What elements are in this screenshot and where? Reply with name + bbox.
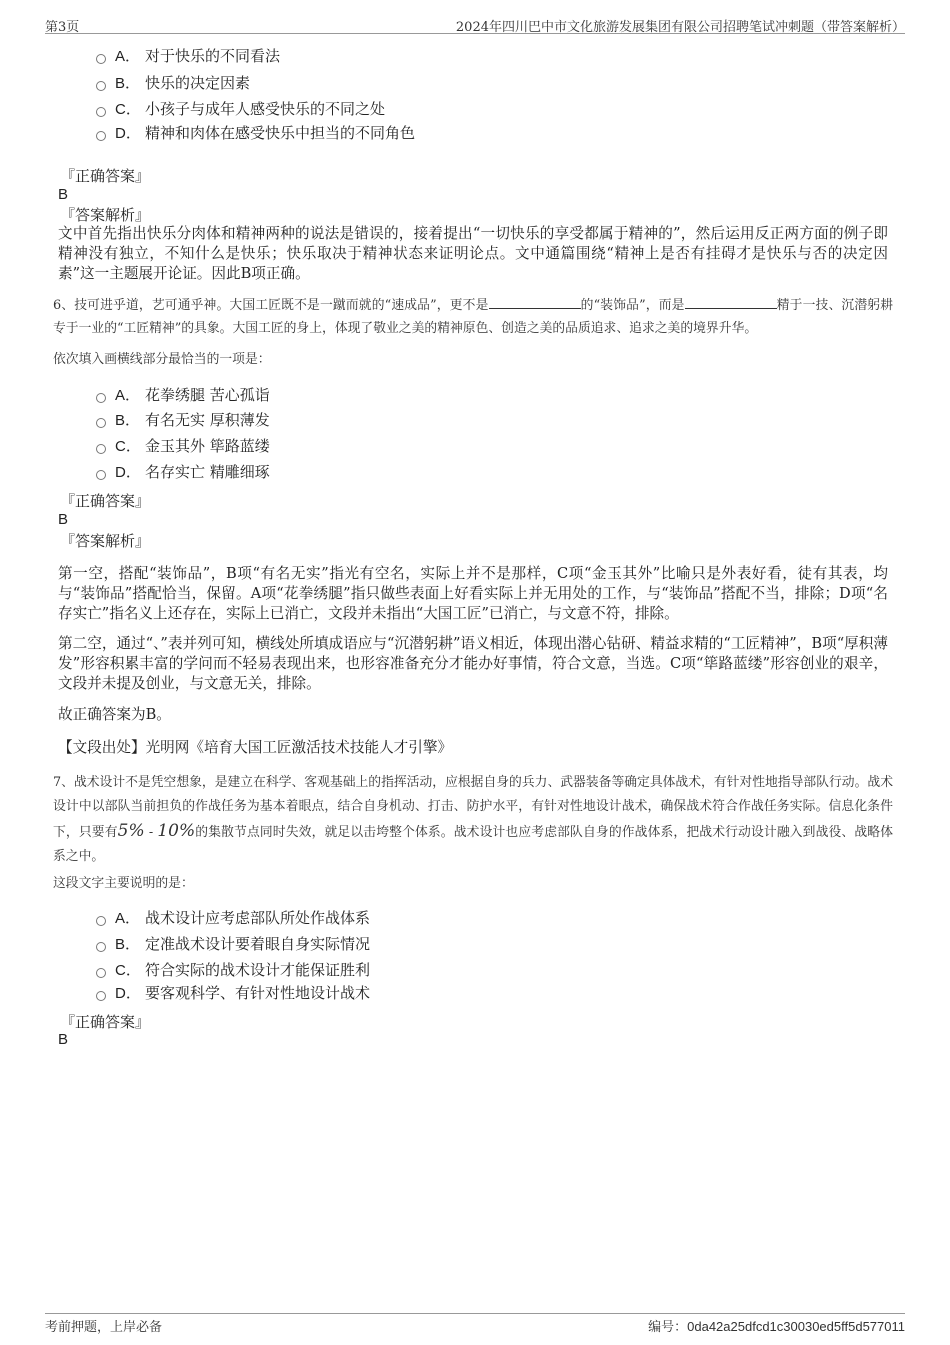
fill-blank-2	[685, 297, 777, 309]
q6-conclusion: 故正确答案为B。	[58, 706, 171, 723]
q5-option-b[interactable]: B． 快乐的决定因素	[96, 72, 250, 94]
q6-option-a[interactable]: A． 花拳绣腿 苦心孤诣	[96, 384, 270, 406]
q5-option-c[interactable]: C． 小孩子与成年人感受快乐的不同之处	[96, 98, 385, 120]
q7-option-b[interactable]: B． 定准战术设计要着眼自身实际情况	[96, 933, 370, 955]
q6-option-c[interactable]: C． 金玉其外 筚路蓝缕	[96, 435, 270, 457]
page-number: 第3页	[45, 20, 80, 35]
q6-stem: 6、技可进乎道，艺可通乎神。大国工匠既不是一蹴而就的“速成品”，更不是 的“装饰品”，而是 精于一技、沉潜躬耕专于一业的“工匠精神”的具象。大国工匠的身上，体现了敬业之美的精神原色、创造之美的品质追求、追求之美的境界升华。	[53, 298, 894, 336]
radio-icon[interactable]	[96, 470, 106, 480]
q7-prompt: 这段文字主要说明的是：	[53, 876, 194, 891]
radio-icon[interactable]	[96, 942, 106, 952]
radio-icon[interactable]	[96, 393, 106, 403]
q6-answer: B	[58, 511, 69, 528]
radio-icon[interactable]	[96, 81, 106, 91]
q5-option-d[interactable]: D． 精神和肉体在感受快乐中担当的不同角色	[96, 122, 415, 144]
radio-icon[interactable]	[96, 107, 106, 117]
q6-analysis-2: 第二空，通过“、”表并列可知，横线处所填成语应与“沉潜躬耕”语义相近，体现出潜心钻研、精益求精的“工匠精神”，B项“厚积薄发”形容积累丰富的学问而不轻易表现出来，也形容准备充分才能办好事情，符合文意，当选。C项“筚路蓝缕”形容创业的艰辛，文段并未提及创业，与文意无关，排除。	[58, 635, 888, 692]
page-header	[45, 14, 905, 34]
math-value-high: 10%	[157, 821, 196, 841]
document-title: 2024年四川巴中市文化旅游发展集团有限公司招聘笔试冲刺题（带答案解析）	[455, 20, 905, 35]
radio-icon[interactable]	[96, 444, 106, 454]
q6-analysis-1: 第一空，搭配“装饰品”，B项“有名无实”指光有空名，实际上并不是那样，C项“金玉其外”比喻只是外表好看，徒有其表，均与“装饰品”搭配恰当，保留。A项“花拳绣腿”指只做些表面上好看实际上并无用处的工作，与“装饰品”搭配不当，排除；D项“名存实亡”指名义上还存在，实际上已消亡，文段并未指出“大国工匠”已消亡，与文意不符，排除。	[58, 565, 888, 622]
page-footer	[45, 1313, 905, 1335]
fill-blank-1	[489, 297, 581, 309]
q5-answer: B	[58, 186, 69, 203]
q7-option-d[interactable]: D． 要客观科学、有针对性地设计战术	[96, 982, 370, 1004]
q6-prompt: 依次填入画横线部分最恰当的一项是：	[53, 352, 271, 367]
radio-icon[interactable]	[96, 418, 106, 428]
q6-source: 【文段出处】光明网《培育大国工匠激活技术技能人才引擎》	[58, 739, 453, 756]
q5-option-a[interactable]: A． 对于快乐的不同看法	[96, 45, 280, 67]
radio-icon[interactable]	[96, 968, 106, 978]
q5-analysis: 文中首先指出快乐分肉体和精神两种的说法是错误的，接着提出“一切快乐的享受都属于精神的”，然后运用反正两方面的例子即精神没有独立，不知什么是快乐；快乐取决于精神状态来证明论点。文中通篇围绕“精神上是否有挂碍才是快乐与否的决定因素”这一主题展开论证。因此B项正确。	[58, 225, 888, 282]
radio-icon[interactable]	[96, 131, 106, 141]
math-value-low: 5%	[117, 821, 145, 841]
document-id: 编号：0da42a25dfcd1c30030ed5ff5d577011	[648, 1319, 905, 1334]
q7-stem: 7、战术设计不是凭空想象，是建立在科学、客观基础上的指挥活动，应根据自身的兵力、武器装备等确定具体战术，有针对性地指导部队行动。战术设计中以部队当前担负的作战任务为基本着眼点，结合自身机动、打击、防护水平，有针对性地设计战术，确保战术符合作战任务实际。信息化条件下，只要有5% - 10%的集散节点同时失效，就足以击垮整个体系。战术设计也应考虑部队自身的作战体系，把战术行动设计融入到战役、战略体系之中。	[53, 775, 894, 864]
q7-option-a[interactable]: A． 战术设计应考虑部队所处作战体系	[96, 907, 370, 929]
q5-analysis-label: 『答案解析』	[60, 206, 151, 224]
radio-icon[interactable]	[96, 991, 106, 1001]
q6-analysis-label: 『答案解析』	[60, 532, 151, 550]
q6-option-d[interactable]: D． 名存实亡 精雕细琢	[96, 461, 270, 483]
radio-icon[interactable]	[96, 916, 106, 926]
footer-slogan: 考前押题，上岸必备	[45, 1320, 163, 1335]
q7-answer: B	[58, 1031, 69, 1048]
q5-answer-label: 『正确答案』	[60, 167, 151, 185]
q6-option-b[interactable]: B． 有名无实 厚积薄发	[96, 409, 270, 431]
q7-option-c[interactable]: C． 符合实际的战术设计才能保证胜利	[96, 959, 370, 981]
radio-icon[interactable]	[96, 54, 106, 64]
q6-answer-label: 『正确答案』	[60, 492, 151, 510]
q7-answer-label: 『正确答案』	[60, 1013, 151, 1031]
